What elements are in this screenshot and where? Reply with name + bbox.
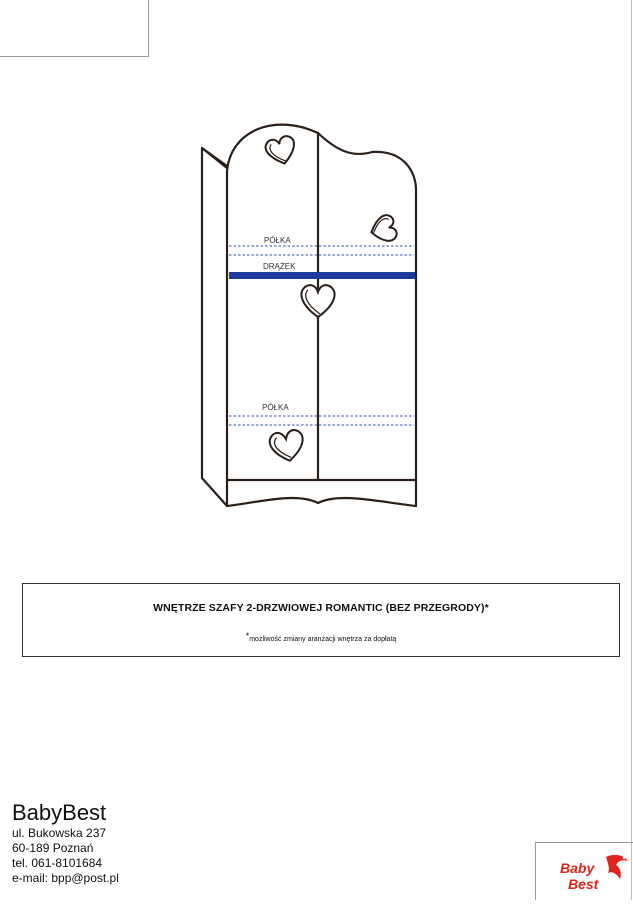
logo-box (535, 842, 633, 900)
caption-note (23, 631, 619, 643)
label-shelf-bottom: PÓŁKA (262, 403, 289, 412)
heart-icon-top-right (368, 214, 398, 245)
company-email: e-mail: bpp@post.pl (12, 871, 119, 885)
label-rod: DRĄŻEK (263, 262, 296, 271)
caption-note-text: możliwość zmiany aranżacji wnętrza za dopłatą (249, 636, 397, 643)
caption-note-star: * (245, 631, 250, 641)
logo-text-baby: Baby (560, 860, 595, 876)
wardrobe-side-panel (202, 148, 227, 506)
company-phone: tel. 061-8101684 (12, 856, 103, 870)
heart-icon-center (301, 285, 334, 317)
caption-title: WNĘTRZE SZAFY 2-DRZWIOWEJ ROMANTIC (BEZ PRZEGRODY)* (153, 602, 489, 614)
company-city: 60-189 Poznań (12, 841, 94, 855)
babybest-logo (536, 843, 633, 901)
wardrobe-plinth-scallop (227, 498, 416, 506)
heart-icon-bottom-left (268, 429, 306, 464)
side-top-edge (202, 148, 227, 166)
label-shelf-top: PÓŁKA (264, 236, 291, 245)
caption-box (22, 583, 620, 657)
rod-bar (229, 272, 415, 279)
logo-text-best: Best (568, 876, 599, 892)
heart-icon-top-left (264, 134, 299, 167)
company-name: BabyBest (12, 800, 107, 825)
bird-icon (606, 855, 628, 879)
company-info (12, 800, 119, 886)
company-address: ul. Bukowska 237 (12, 826, 107, 840)
